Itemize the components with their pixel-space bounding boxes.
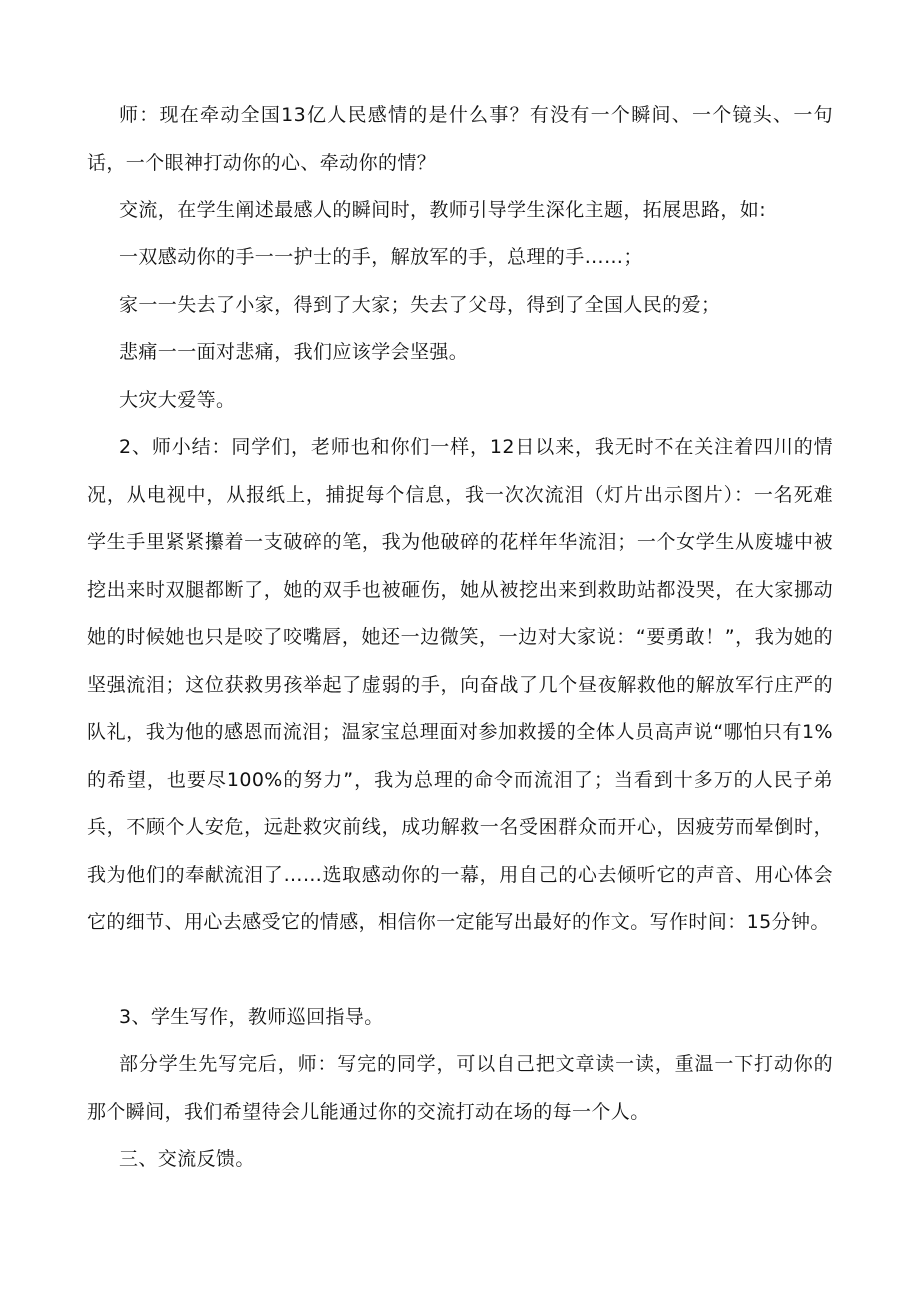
paragraph-grief: 悲痛一一面对悲痛，我们应该学会坚强。 (119, 341, 469, 363)
paragraph-home: 家一一失去了小家，得到了大家；失去了父母，得到了全国人民的爱； (119, 294, 721, 316)
paragraph-read-aloud: 部分学生先写完后，师：写完的同学，可以自己把文章读一读，重温一下打动你的那个瞬间，我们希望待会儿能通过你的交流打动在场的每一个人。 (87, 1053, 833, 1123)
paragraph-student-writing: 3、学生写作，教师巡回指导。 (119, 1006, 384, 1028)
paragraph-hands: 一双感动你的手一一护士的手，解放军的手，总理的手……； (119, 246, 643, 268)
paragraph-teacher-summary: 2、师小结：同学们，老师也和你们一样，12日以来，我无时不在关注着四川的情况，从电视中，从报纸上，捕捉每个信息，我一次次流泪（灯片出示图片）：一名死难学生手里紧紧攥着一支破碎的笔，我为他破碎的花样年华流泪；一个女学生从废墟中被挖出来时双腿都断了，她的双手也被砸伤，她从被挖出来到救助站都没哭，在大家挪动她的时候她也只是咬了咬嘴唇，她还一边微笑，一边对大家说：“要勇敢！”，我为她的坚强流泪；这位获救男孩举起了虚弱的手，向奋战了几个昼夜解救他的解放军行庄严的队礼，我为他的感恩而流泪；温家宝总理面对参加救援的全体人员高声说“哪怕只有1%的希望，也要尽100%的努力”，我为总理的命令而流泪了；当看到十多万的人民子弟兵，不顾个人安危，远赴救灾前线，成功解救一名受困群众而开心，因疲劳而晕倒时，我为他们的奉献流泪了……选取感动你的一幕，用自己的心去倾听它的声音、用心体会它的细节、用心去感受它的情感，相信你一定能写出最好的作文。写作时间：15分钟。 (87, 436, 833, 933)
paragraph-exchange-intro: 交流，在学生阐述最感人的瞬间时，教师引导学生深化主题，拓展思路，如: (119, 199, 767, 221)
section-heading-feedback: 三、交流反馈。 (119, 1148, 255, 1170)
paragraph-teacher-question: 师：现在牵动全国13亿人民感情的是什么事？有没有一个瞬间、一个镜头、一句话，一个眼神打动你的心、牵动你的情？ (87, 104, 833, 174)
paragraph-great-love: 大灾大爱等。 (119, 389, 236, 411)
